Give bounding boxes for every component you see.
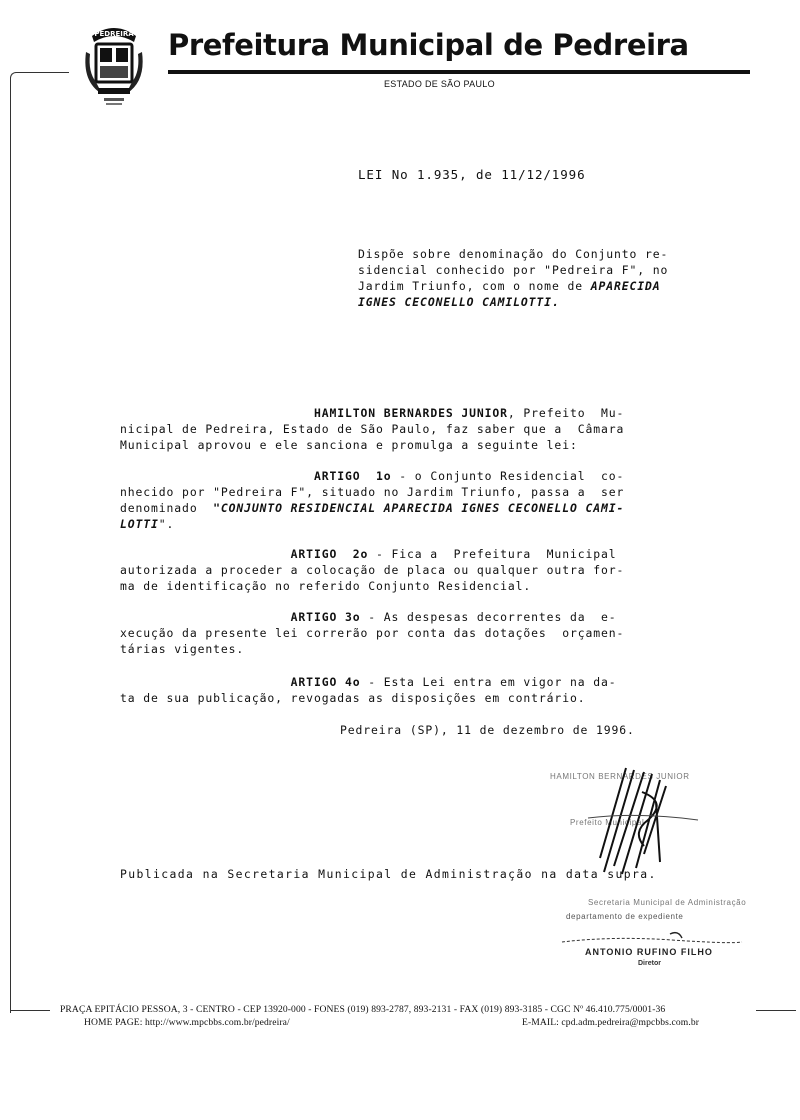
preamble [120, 405, 624, 453]
preamble-line: nicipal de Pedreira, Estado de São Paulo, faz saber que a Câmara [120, 422, 625, 436]
article-1: ARTIGO 1o - o Conjunto Residencial co- nhecido por "Pedreira F", situado no Jardim Triunfo, passa a ser denominado "CONJUNTO RESIDENCIAL APARECIDA IGNES CECONELLO CAMI- LOTTI". [120, 469, 625, 531]
title-underline [168, 70, 750, 74]
page-subtitle: ESTADO DE SÃO PAULO [384, 79, 495, 89]
law-summary [358, 246, 668, 310]
summary-line: Dispõe sobre denominação do Conjunto re- [358, 247, 669, 261]
footer-email[interactable]: E-MAIL: cpd.adm.pedreira@mpcbbs.com.br [522, 1017, 700, 1028]
director-signature [552, 930, 752, 948]
preamble-line: Municipal aprovou e ele sanciona e promulga a seguinte lei: [120, 438, 578, 452]
article-label: ARTIGO 4o [290, 675, 361, 689]
article-label: ARTIGO 3o [290, 610, 361, 624]
place-date: Pedreira (SP), 11 de dezembro de 1996. [340, 723, 635, 737]
law-title: LEI No 1.935, de 11/12/1996 [358, 167, 586, 182]
crest-label: PEDREIRA [94, 30, 134, 38]
preamble-line [120, 405, 624, 421]
summary-honoree-a: APARECIDA [590, 279, 661, 293]
preamble-text: , Prefeito Mu- [507, 406, 625, 420]
summary-honoree-b: IGNES CECONELLO CAMILOTTI. [358, 295, 560, 309]
mayor-name-faint: HAMILTON BERNARDES JUNIOR [550, 772, 690, 781]
secretary-dept-faint: departamento de expediente [566, 912, 684, 921]
article-2: ARTIGO 2o - Fica a Prefeitura Municipal autorizada a proceder a colocação de placa ou qualquer outra for- ma de identificação no referido Conjunto Residencial. [120, 547, 625, 593]
summary-text: Jardim Triunfo, com o nome de [358, 279, 591, 293]
footer-rule-right [756, 1010, 796, 1011]
article-4: ARTIGO 4o - Esta Lei entra em vigor na da- ta de sua publicação, revogadas as disposições em contrário. [120, 675, 617, 705]
article-emphasis: "CONJUNTO RESIDENCIAL APARECIDA IGNES CECONELLO CAMI- [213, 501, 625, 515]
mayor-role-faint: Prefeito Municipal [570, 818, 645, 827]
mayor-signature [548, 762, 748, 882]
publication-note: Publicada na Secretaria Municipal de Administração na data supra. [120, 867, 657, 881]
municipal-crest-icon [82, 22, 146, 108]
director-role: Diretor [638, 960, 661, 967]
footer-rule-left [10, 1010, 50, 1011]
page-title: Prefeitura Municipal de Pedreira [168, 28, 689, 62]
secretary-line-faint: Secretaria Municipal de Administração [588, 898, 747, 907]
article-label: ARTIGO 1o [313, 469, 392, 483]
footer-address: PRAÇA EPITÁCIO PESSOA, 3 - CENTRO - CEP 13920-000 - FONES (019) 893-2787, 893-2131 - FAX (019) 893-3185 - CGC Nº 46.410.775/0001-36 [60, 1004, 666, 1015]
summary-line: sidencial conhecido por "Pedreira F", no [358, 263, 669, 277]
article-emphasis: LOTTI [120, 517, 159, 531]
director-name: ANTONIO RUFINO FILHO [585, 947, 713, 957]
page-border [10, 72, 69, 1013]
mayor-name: HAMILTON BERNARDES JUNIOR [313, 406, 508, 420]
summary-line [358, 278, 668, 294]
article-label: ARTIGO 2o [290, 547, 369, 561]
article-3: ARTIGO 3o - As despesas decorrentes da e- xecução da presente lei correrão por conta das dotações orçamen- tárias vigentes. [120, 610, 625, 656]
footer-homepage[interactable]: HOME PAGE: http://www.mpcbbs.com.br/pedreira/ [84, 1017, 290, 1028]
